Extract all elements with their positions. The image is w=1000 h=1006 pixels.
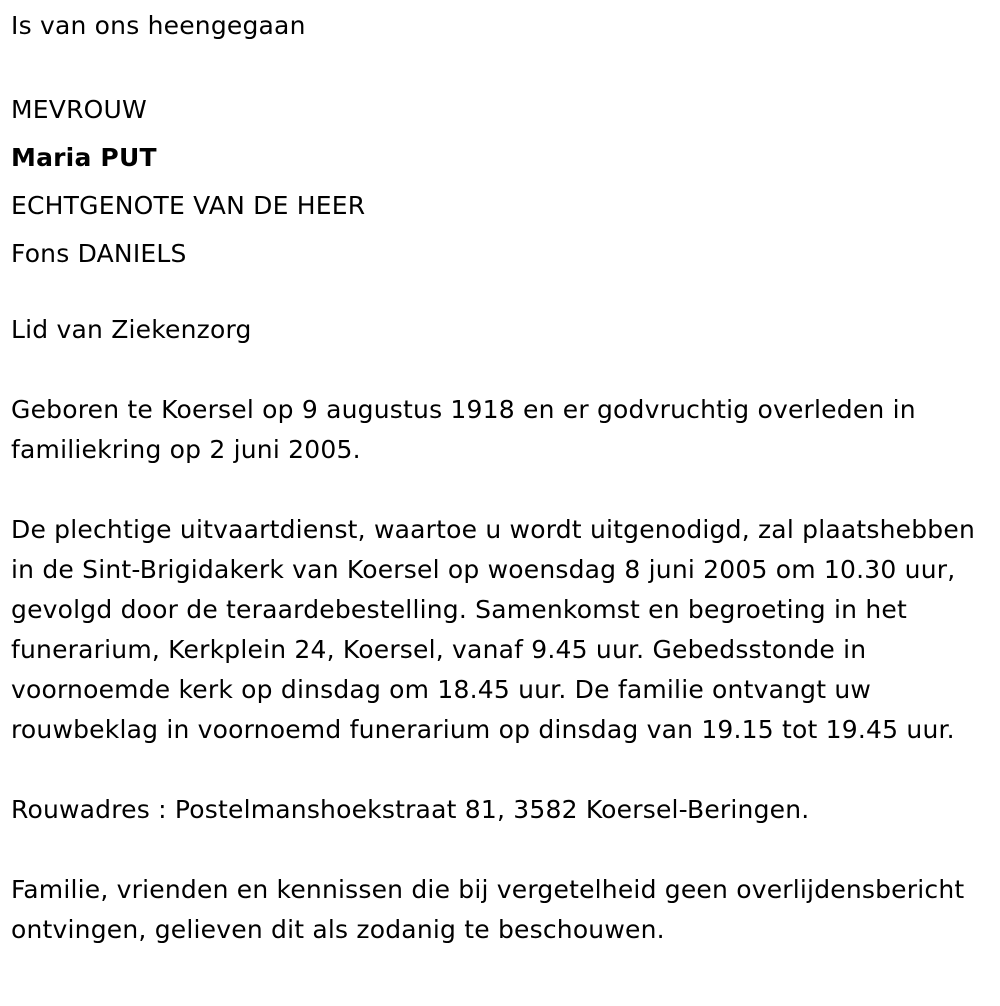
spouse-label: ECHTGENOTE VAN DE HEER [11,191,366,220]
title-line: MEVROUW [11,95,147,124]
intro-line: Is van ons heengegaan [11,11,306,40]
closing-paragraph: Familie, vrienden en kennissen die bij vergetelheid geen overlijdensbericht ontvingen, gelieven dit als zodanig te beschouwen. [11,875,965,944]
service-paragraph: De plechtige uitvaartdienst, waartoe u wordt uitgenodigd, zal plaatshebben in de Sint-Brigidakerk van Koersel op woensdag 8 juni 2005 om 10.30 uur, gevolgd door de teraardebestelling. Samenkomst en begroeting in het funerarium, Kerkplein 24, Koersel, vanaf 9.45 uur. Gebedsstonde in voornoemde kerk op dinsdag om 18.45 uur. De familie ontvangt uw rouwbeklag in voornoemd funerarium op dinsdag van 19.15 tot 19.45 uur. [11,515,975,744]
deceased-block [11,86,996,278]
address-line: Rouwadres : Postelmanshoekstraat 81, 3582 Koersel-Beringen. [11,795,810,824]
death-notice [11,6,996,990]
membership-line: Lid van Ziekenzorg [11,315,252,344]
deceased-name: Maria PUT [11,143,157,172]
spouse-name: Fons DANIELS [11,239,187,268]
birth-death-paragraph: Geboren te Koersel op 9 augustus 1918 en er godvruchtig overleden in familiekring op 2 juni 2005. [11,395,916,464]
